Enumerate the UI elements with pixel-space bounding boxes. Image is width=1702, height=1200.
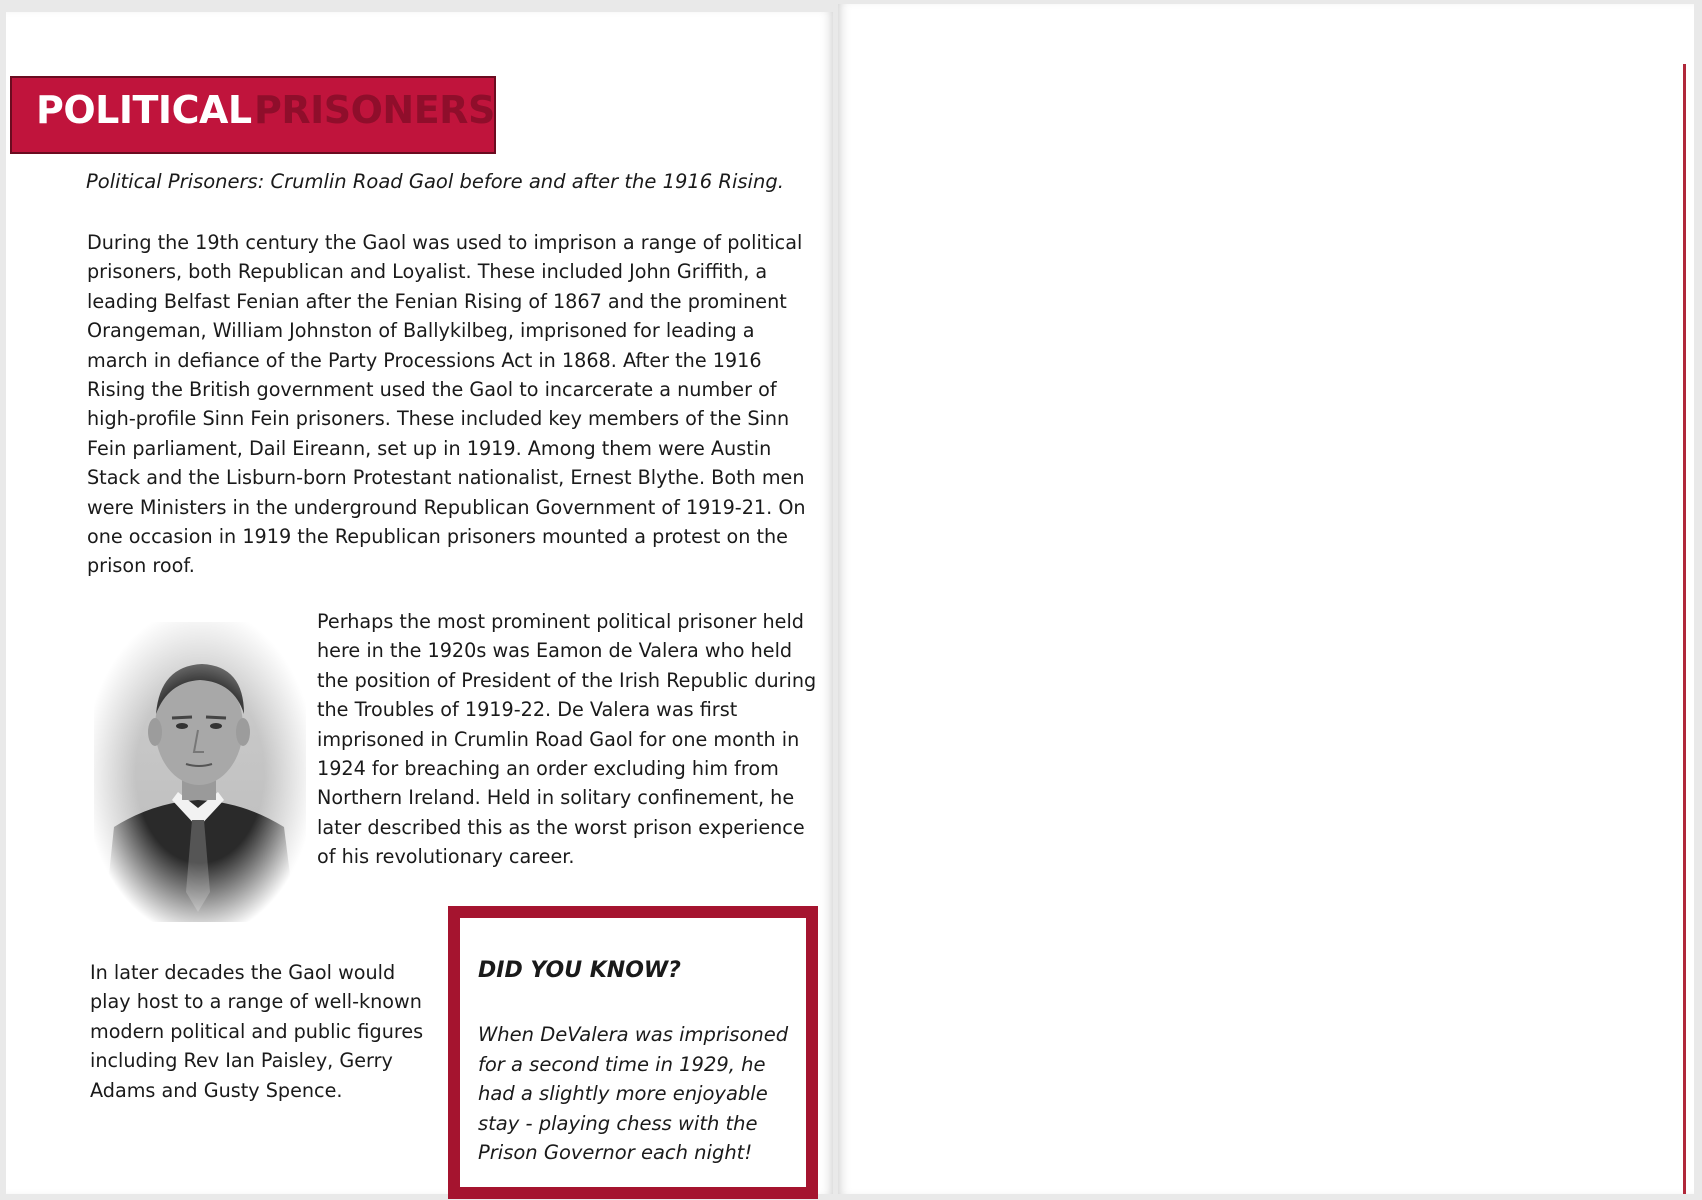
page-edge-line bbox=[1683, 64, 1686, 1194]
portrait-image bbox=[94, 622, 306, 922]
de-valera-portrait bbox=[94, 622, 306, 922]
did-you-know-box bbox=[448, 906, 818, 1199]
later-decades-paragraph: In later decades the Gaol would play host to a range of well-known modern political and public figures including Rev Ian Paisley, Gerry Adams and Gusty Spence. bbox=[90, 961, 424, 1102]
intro-paragraph: During the 19th century the Gaol was used to imprison a range of political prisoners, both Republican and Loyalist. These included John Griffith, a leading Belfast Fenian after the Fenian Rising of 1867 and the prominent Orangeman, William Johnston of Ballykilbeg, imprisoned for leading a march in defiance of the Party Processions Act in 1868. After the 1916 Rising the British government used the Gaol to incarcerate a number of high-profile Sinn Fein prisoners. These included key members of the Sinn Fein parliament, Dail Eireann, set up in 1919. Among them were Austin Stack and the Lisburn-born Protestant nationalist, Ernest Blythe. Both men were Ministers in the underground Republican Government of 1919-21. On one occasion in 1919 the Republican prisoners mounted a protest on the prison roof. bbox=[87, 231, 806, 578]
did-you-know-body: When DeValera was imprisoned for a second time in 1929, he had a slightly more enjoyable stay - playing chess with the Prison Governor each night! bbox=[478, 1023, 789, 1164]
right-page bbox=[838, 4, 1694, 1194]
page-subtitle: Political Prisoners: Crumlin Road Gaol before and after the 1916 Rising. bbox=[86, 170, 784, 193]
did-you-know-heading: DID YOU KNOW? bbox=[478, 958, 681, 983]
title-word-prisoners: PRISONERS bbox=[254, 88, 495, 132]
left-page bbox=[6, 12, 833, 1194]
section-title bbox=[10, 76, 496, 154]
title-word-political: POLITICAL bbox=[36, 88, 252, 132]
de-valera-paragraph: Perhaps the most prominent political prisoner held here in the 1920s was Eamon de Valera who held the position of President of the Irish Republic during the Troubles of 1919-22. De Valera was first imprisoned in Crumlin Road Gaol for one month in 1924 for breaching an order excluding him from Northern Ireland. Held in solitary confinement, he later described this as the worst prison experience of his revolutionary career. bbox=[317, 610, 817, 869]
